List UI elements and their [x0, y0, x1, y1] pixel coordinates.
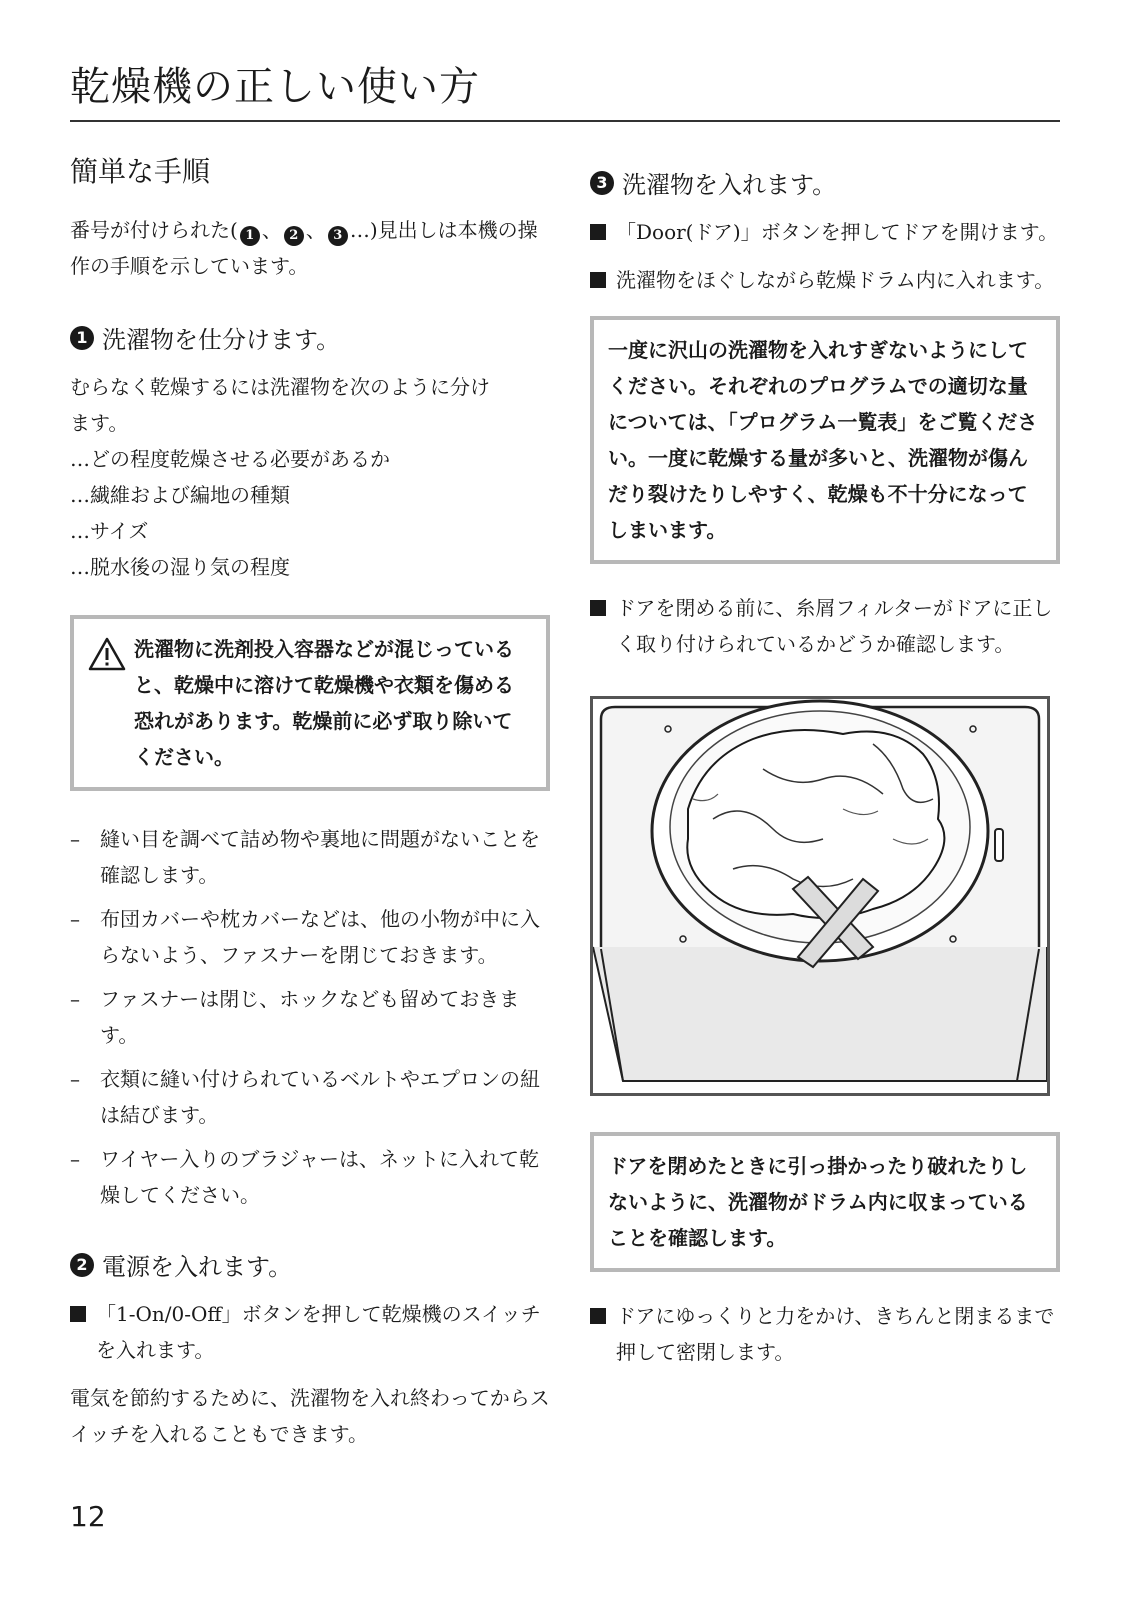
list-item-text: 布団カバーや枕カバーなどは、他の小物が中に入らないよう、ファスナーを閉じておきます。 — [100, 907, 540, 967]
step2-note: 電気を節約するために、洗濯物を入れ終わってからスイッチを入れることもできます。 — [70, 1386, 550, 1446]
list-item — [70, 981, 550, 1053]
square-bullet — [70, 1306, 86, 1322]
load-amount-note-box — [590, 316, 1060, 564]
instruction-text: 洗濯物をほぐしながら乾燥ドラム内に入れます。 — [616, 268, 1055, 292]
page-number: 12 — [70, 1500, 106, 1533]
section-title: 簡単な手順 — [70, 155, 211, 188]
list-item-text: 衣類に縫い付けられているベルトやエプロンの紐は結びます。 — [100, 1067, 540, 1127]
list-item — [70, 821, 550, 893]
page-title: 乾燥機の正しい使い方 — [70, 55, 1060, 122]
step2-title: 電源を入れます。 — [102, 1253, 293, 1281]
intro-sep: 、 — [261, 218, 282, 242]
square-bullet — [590, 272, 606, 288]
step3-heading — [590, 165, 1060, 200]
step3-instruction — [590, 262, 1060, 298]
door-close-note-box — [590, 1132, 1060, 1272]
intro-sep: 、 — [305, 218, 326, 242]
preparation-list — [70, 821, 550, 1213]
step1-sorting-criteria — [70, 369, 550, 585]
warning-box — [70, 615, 550, 791]
text-line: …繊維および編地の種類 — [70, 483, 290, 507]
text-line: ます。 — [70, 411, 129, 435]
dryer-illustration-svg — [593, 699, 1047, 1093]
list-item-text: ワイヤー入りのブラジャーは、ネットに入れて乾燥してください。 — [100, 1147, 539, 1207]
square-bullet — [590, 1308, 606, 1324]
instruction-text: ドアを閉める前に、糸屑フィルターがドアに正しく取り付けられているかどうか確認します。 — [616, 596, 1053, 656]
list-item-text: ファスナーは閉じ、ホックなども留めておきます。 — [100, 987, 520, 1047]
dash-bullet: – — [70, 987, 80, 1011]
dash-bullet: – — [70, 907, 80, 931]
intro-text — [70, 212, 550, 284]
step-number-badge: 1 — [70, 326, 94, 350]
step-number-badge: 3 — [328, 226, 348, 246]
step1-title: 洗濯物を仕分けます。 — [102, 326, 341, 354]
text-line: …サイズ — [70, 519, 149, 543]
step-number-badge: 2 — [284, 226, 304, 246]
intro-post: …)見出しは本機の操作の手順を示しています。 — [70, 218, 538, 278]
dash-bullet: – — [70, 1067, 80, 1091]
list-item — [70, 901, 550, 973]
warning-triangle-icon — [88, 637, 128, 775]
step1-heading — [70, 320, 550, 355]
intro-pre: 番号が付けられた( — [70, 218, 238, 242]
dash-bullet: – — [70, 827, 80, 851]
square-bullet — [590, 224, 606, 240]
load-amount-note-text: 一度に沢山の洗濯物を入れすぎないようにしてください。それぞれのプログラムでの適切な量については、「プログラム一覧表」をご覧ください。一度に乾燥する量が多いと、洗濯物が傷んだり裂けたりしやすく、乾燥も不十分になってしまいます。 — [608, 338, 1038, 542]
text-line: むらなく乾燥するには洗濯物を次のように分け — [70, 375, 490, 399]
text-line: …脱水後の湿り気の程度 — [70, 555, 290, 579]
right-column — [590, 165, 1060, 1382]
dryer-drum-illustration — [590, 696, 1050, 1096]
instruction-text: 「1-On/0-Off」ボタンを押して乾燥機のスイッチを入れます。 — [96, 1302, 541, 1362]
step-number-badge: 3 — [590, 171, 614, 195]
step-number-badge: 1 — [240, 226, 260, 246]
instruction-text: 「Door(ドア)」ボタンを押してドアを開けます。 — [616, 220, 1059, 244]
square-bullet — [590, 600, 606, 616]
step3-title: 洗濯物を入れます。 — [622, 171, 837, 199]
door-close-note-text: ドアを閉めたときに引っ掛かったり破れたりしないように、洗濯物がドラム内に収まっていることを確認します。 — [608, 1154, 1028, 1250]
step2-instruction — [70, 1296, 550, 1368]
door-close-instruction — [590, 1298, 1060, 1370]
dash-bullet: – — [70, 1147, 80, 1171]
step2-heading — [70, 1247, 550, 1282]
instruction-text: ドアにゆっくりと力をかけ、きちんと閉まるまで押して密閉します。 — [616, 1304, 1055, 1364]
text-line: …どの程度乾燥させる必要があるか — [70, 447, 390, 471]
left-column — [70, 150, 550, 1452]
list-item-text: 縫い目を調べて詰め物や裏地に問題がないことを確認します。 — [100, 827, 540, 887]
warning-text: 洗濯物に洗剤投入容器などが混じっていると、乾燥中に溶けて乾燥機や衣類を傷める恐れがあります。乾燥前に必ず取り除いてください。 — [134, 637, 514, 769]
list-item — [70, 1141, 550, 1213]
filter-check-instruction — [590, 590, 1060, 662]
step-number-badge: 2 — [70, 1253, 94, 1277]
step3-instruction — [590, 214, 1060, 250]
list-item — [70, 1061, 550, 1133]
